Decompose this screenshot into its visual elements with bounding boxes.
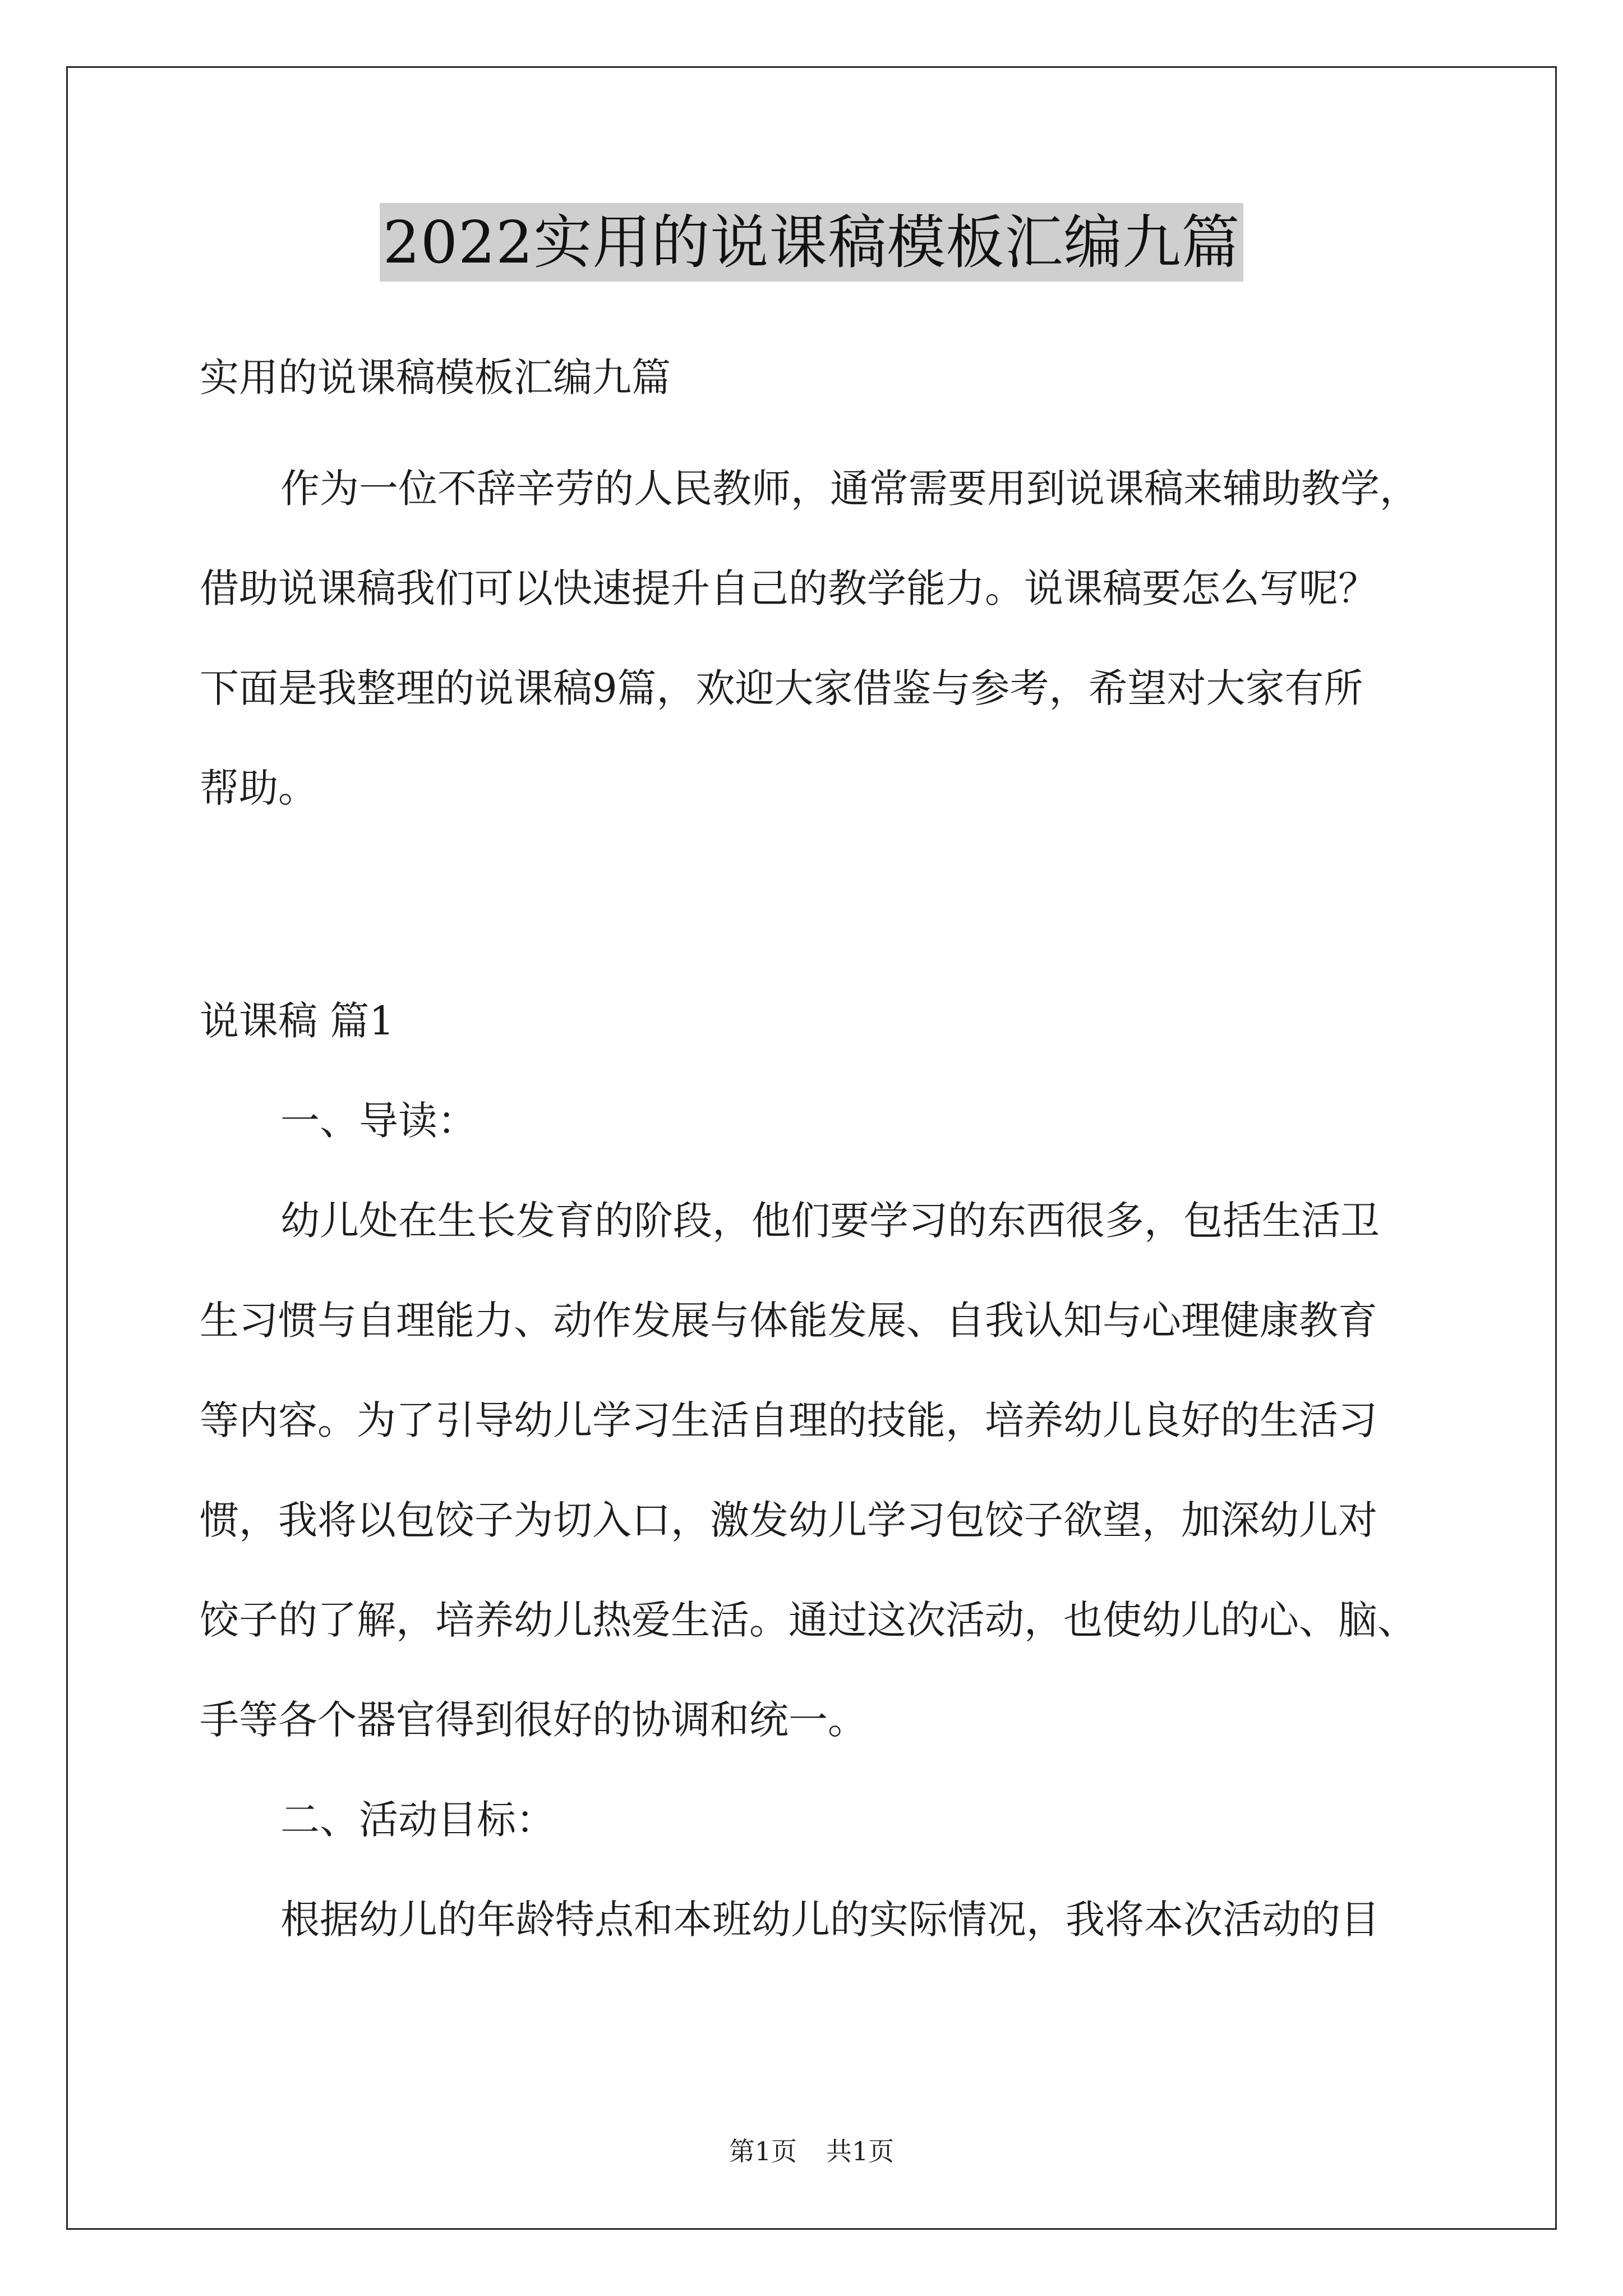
intro-line: 借助说课稿我们可以快速提升自己的教学能力。说课稿要怎么写呢？ (200, 565, 1377, 611)
document-subtitle: 实用的说课稿模板汇编九篇 (200, 355, 671, 401)
body-line: 生习惯与自理能力、动作发展与体能发展、自我认知与心理健康教育 (200, 1297, 1377, 1343)
intro-line: 作为一位不辞辛劳的人民教师，通常需要用到说课稿来辅助教学， (280, 466, 1419, 512)
part2-heading: 二、活动目标： (280, 1797, 555, 1843)
body-line: 根据幼儿的年龄特点和本班幼儿的实际情况，我将本次活动的目 (280, 1897, 1380, 1943)
page-footer (0, 2134, 1623, 2168)
body-line: 饺子的了解，培养幼儿热爱生活。通过这次活动，也使幼儿的心、脑、 (200, 1597, 1417, 1643)
body-line: 手等各个器官得到很好的协调和统一。 (200, 1697, 867, 1743)
body-line: 等内容。为了引导幼儿学习生活自理的技能，培养幼儿良好的生活习 (200, 1397, 1377, 1443)
body-line: 幼儿处在生长发育的阶段，他们要学习的东西很多，包括生活卫 (280, 1198, 1380, 1244)
page-total: 共1页 (826, 2136, 895, 2166)
section-heading: 说课稿 篇1 (200, 998, 394, 1044)
part1-heading: 一、导读： (280, 1098, 477, 1144)
intro-line: 帮助。 (200, 765, 317, 811)
body-line: 惯，我将以包饺子为切入口，激发幼儿学习包饺子欲望，加深幼儿对 (200, 1497, 1377, 1543)
intro-line: 下面是我整理的说课稿9篇，欢迎大家借鉴与参考，希望对大家有所 (200, 665, 1363, 711)
page-number: 第1页 (728, 2136, 797, 2166)
document-title: 2022实用的说课稿模板汇编九篇 (380, 203, 1244, 282)
title-container (0, 203, 1623, 282)
